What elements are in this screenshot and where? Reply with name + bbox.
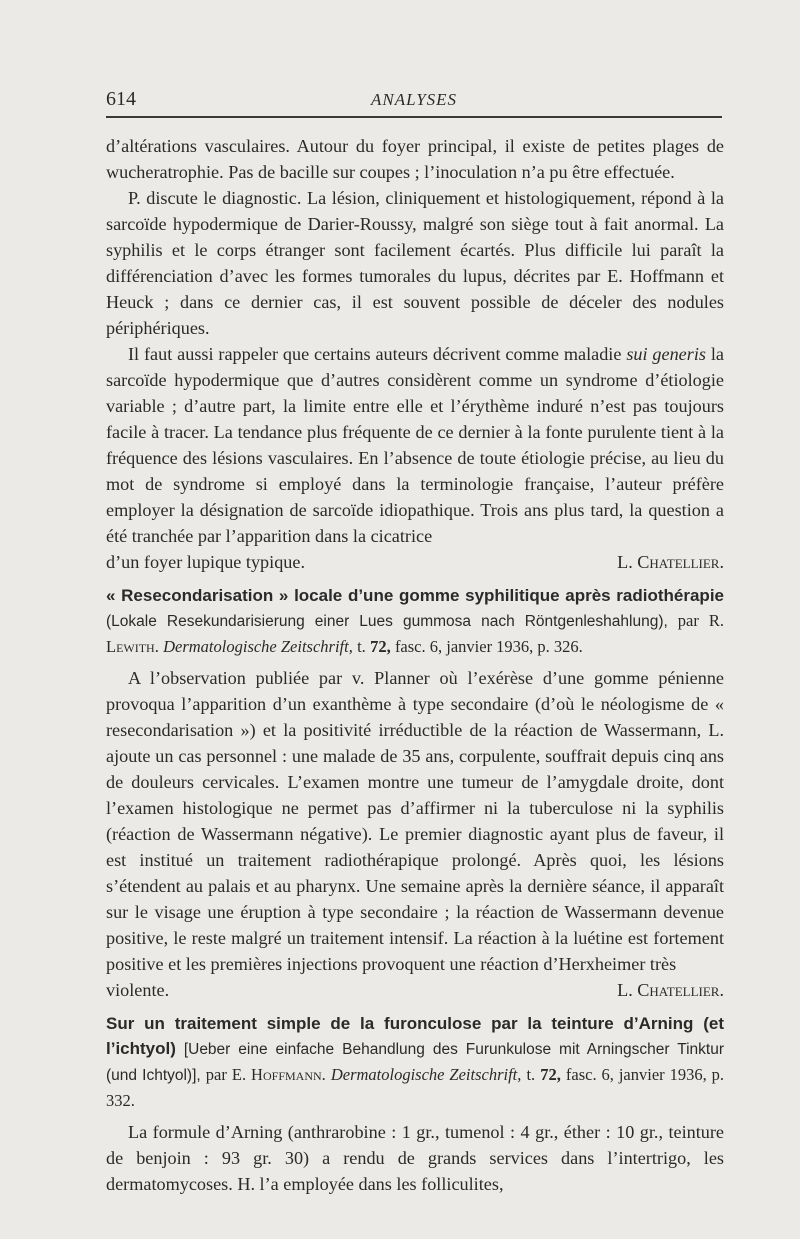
page-content <box>106 133 724 1197</box>
article3-title: Sur un traitement simple de la furonculose par la teinture d’Arning (et l’ichtyol) <box>106 1014 724 1058</box>
article1-paragraph-2: P. discute le diagnostic. La lésion, cliniquement et histologiquement, répond à la sarcoïde hypodermique de Darier-Roussy, malgré son siège tout à fait anormal. La syphilis et le corps étranger sont facilement écartés. Plus difficile lui paraît la différenciation d’avec les formes tumorales du lupus, décrites par E. Hoffmann et Heuck ; dans ce dernier cas, il est souvent possible de déceler des nodules périphériques. <box>106 188 724 338</box>
page-number: 614 <box>106 88 136 110</box>
article1-paragraph-3 <box>106 341 724 549</box>
article1-p3-italic: sui generis <box>626 344 706 364</box>
article3-journal: Dermatologische Zeitschrift, <box>330 1065 522 1084</box>
article1-last-line <box>106 549 724 575</box>
article2-journal: Dermatologische Zeitschrift, <box>163 637 353 656</box>
running-title: ANALYSES <box>370 90 458 109</box>
article3-vol-pre: t. <box>526 1065 536 1084</box>
article1-signature: L. Chatellier. <box>617 552 724 572</box>
article3-by: par <box>205 1065 227 1084</box>
article2-volume: 72, <box>370 637 391 656</box>
article3-reference: fasc. 6, janvier 1936, p. 332. <box>106 1065 725 1110</box>
article2-reference: fasc. 6, janvier 1936, p. 326. <box>394 637 583 656</box>
article2-body-last: violente. <box>106 980 170 1000</box>
article2-title: « Resecondarisation » locale d’une gomme syphilitique après radiothérapie <box>106 586 724 605</box>
article3-translation: [Ueber eine einfache Behandlung des Furunkulose mit Arningscher Tinktur (und Ichtyol)], <box>106 1041 724 1084</box>
article3-heading <box>106 1011 724 1113</box>
article2-author: R. Lewith. <box>106 611 725 656</box>
article1-paragraph-1: d’altérations vasculaires. Autour du foyer principal, il existe de petites plages de wucheratrophie. Pas de bacille sur coupes ; l’inoculation n’a pu être effectuée. <box>106 136 724 182</box>
article3-body: La formule d’Arning (anthrarobine : 1 gr., tumenol : 4 gr., éther : 10 gr., teinture de benjoin : 93 gr. 30) a rendu de grands services dans l’intertrigo, les dermatomycoses. H. l’a employée dans les folliculites, <box>106 1122 724 1194</box>
article1-p3-rest: la sarcoïde hypodermique que d’autres considèrent comme un syndrome d’étiologie variable ; d’autre part, la limite entre elle et l’érythème induré n’est pas toujours facile à tracer. La tendance plus fréquente de ce dernier à la fonte purulente tient à la fréquence des lésions vasculaires. En l’absence de toute étiologie précise, au lieu du mot de syndrome si employé dans la terminologie française, l’auteur préfère employer la désignation de sarcoïde idiopathique. Trois ans plus tard, la question a été tranchée par l’apparition dans la cicatrice <box>106 344 724 546</box>
page-header <box>106 86 722 118</box>
article3-volume: 72, <box>540 1065 561 1084</box>
article1-p3-start: Il faut aussi rappeler que certains auteurs décrivent comme maladie <box>128 344 622 364</box>
article2-by: par <box>677 611 699 630</box>
article2-signature: L. Chatellier. <box>617 980 724 1000</box>
article2-heading <box>106 583 724 659</box>
article2-translation: (Lokale Resekundarisierung einer Lues gummosa nach Röntgenleshahlung), <box>106 613 668 630</box>
article2-vol-pre: t. <box>357 637 366 656</box>
article2-body: A l’observation publiée par v. Planner où l’exérèse d’une gomme pénienne provoqua l’apparition d’un exanthème à type secondaire (d’où le néologisme de « resecondarisation ») et la positivité irréductible de la réaction de Wassermann, L. ajoute un cas personnel : une malade de 35 ans, corpulente, souffrait depuis cinq ans de douleurs cervicales. L’examen montre une tumeur de l’amygdale droite, dont l’examen histologique ne permet pas d’affirmer ni la tuberculose ni la syphilis (réaction de Wassermann négative). Le premier diagnostic ayant plus de faveur, il est institué un traitement radiothérapique prolongé. Après quoi, les lésions s’étendent au palais et au pharynx. Une semaine après la dernière séance, il apparaît sur le visage une éruption à type secondaire ; la réaction de Wassermann devenue positive, le reste malgré un traitement intensif. La réaction à la luétine est fortement positive et les premières injections provoquent une réaction d’Herxheimer très <box>106 668 724 974</box>
article1-p3-last: d’un foyer lupique typique. <box>106 552 306 572</box>
article3-author: E. Hoffmann. <box>231 1065 326 1084</box>
article2-last-line <box>106 977 724 1003</box>
